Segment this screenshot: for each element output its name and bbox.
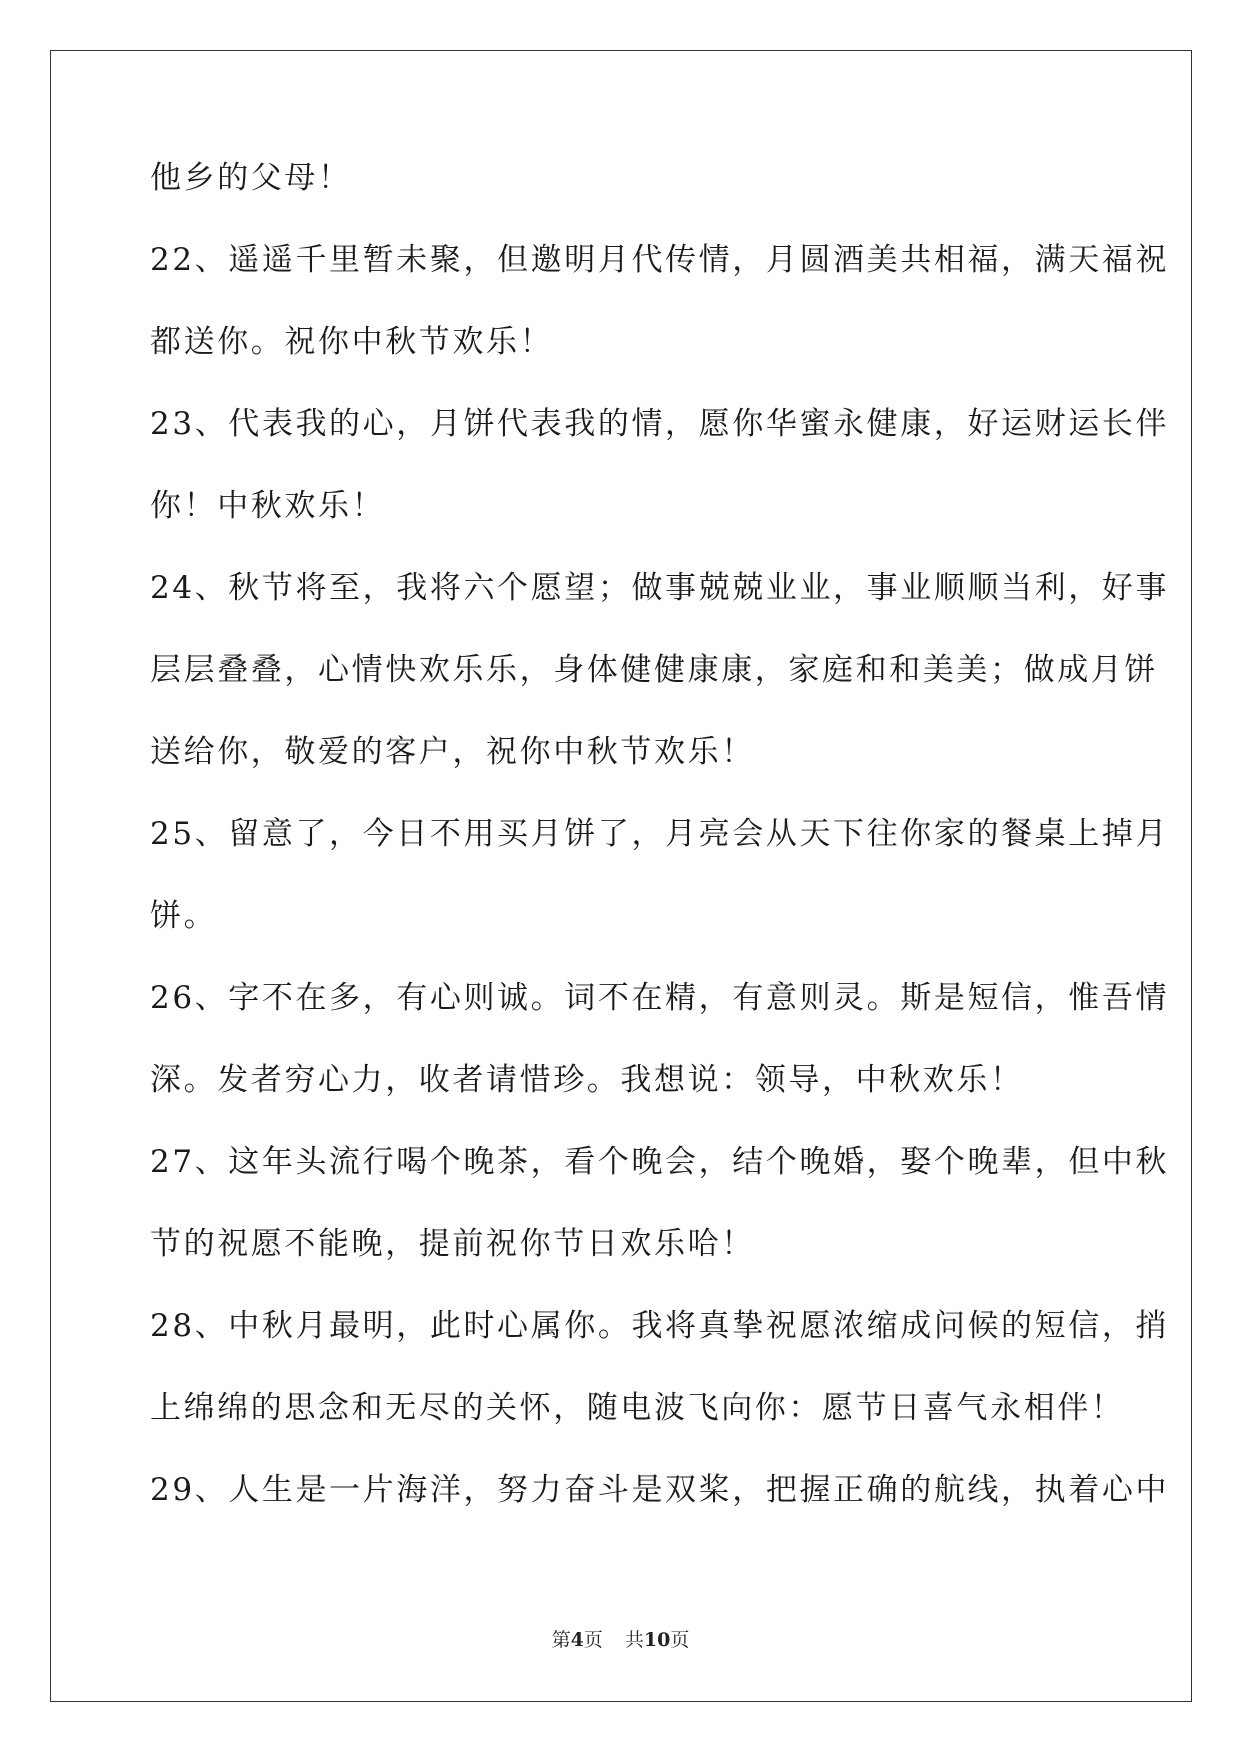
- text-line: 29、人生是一片海洋，努力奋斗是双桨，把握正确的航线，执着心中: [150, 1472, 1170, 1508]
- text-line: 26、字不在多，有心则诚。词不在精，有意则灵。斯是短信，惟吾情: [150, 980, 1170, 1016]
- text-line: 送给你，敬爱的客户，祝你中秋节欢乐！: [150, 734, 755, 770]
- text-line: 深。发者穷心力，收者请惜珍。我想说：领导，中秋欢乐！: [150, 1062, 1024, 1098]
- page-prefix: 第: [551, 1629, 571, 1651]
- text-line: 上绵绵的思念和无尽的关怀，随电波飞向你：愿节日喜气永相伴！: [150, 1390, 1125, 1426]
- total-page-count: 10: [643, 1629, 671, 1651]
- page-suffix: 页: [583, 1629, 603, 1651]
- text-line: 饼。: [150, 898, 218, 934]
- text-line: 27、这年头流行喝个晚茶，看个晚会，结个晚婚，娶个晚辈，但中秋: [150, 1144, 1170, 1180]
- total-suffix: 页: [670, 1629, 690, 1651]
- text-line: 节的祝愿不能晚，提前祝你节日欢乐哈！: [150, 1226, 755, 1262]
- text-line: 都送你。祝你中秋节欢乐！: [150, 324, 554, 360]
- page-footer: [0, 1628, 1241, 1652]
- text-line: 23、代表我的心，月饼代表我的情，愿你华蜜永健康，好运财运长伴: [150, 406, 1170, 442]
- text-line: 你！中秋欢乐！: [150, 488, 386, 524]
- current-page-number: 4: [570, 1629, 584, 1651]
- text-line: 他乡的父母！: [150, 160, 352, 196]
- text-line: 层层叠叠，心情快欢乐乐，身体健健康康，家庭和和美美；做成月饼: [150, 652, 1158, 688]
- text-line: 24、秋节将至，我将六个愿望；做事兢兢业业，事业顺顺当利，好事: [150, 570, 1170, 606]
- text-line: 22、遥遥千里暂未聚，但邀明月代传情，月圆酒美共相福，满天福祝: [150, 242, 1170, 278]
- text-line: 25、留意了，今日不用买月饼了，月亮会从天下往你家的餐桌上掉月: [150, 816, 1170, 852]
- document-body: [150, 158, 1170, 1552]
- text-line: 28、中秋月最明，此时心属你。我将真挚祝愿浓缩成问候的短信，捎: [150, 1308, 1170, 1344]
- total-prefix: 共: [624, 1629, 644, 1651]
